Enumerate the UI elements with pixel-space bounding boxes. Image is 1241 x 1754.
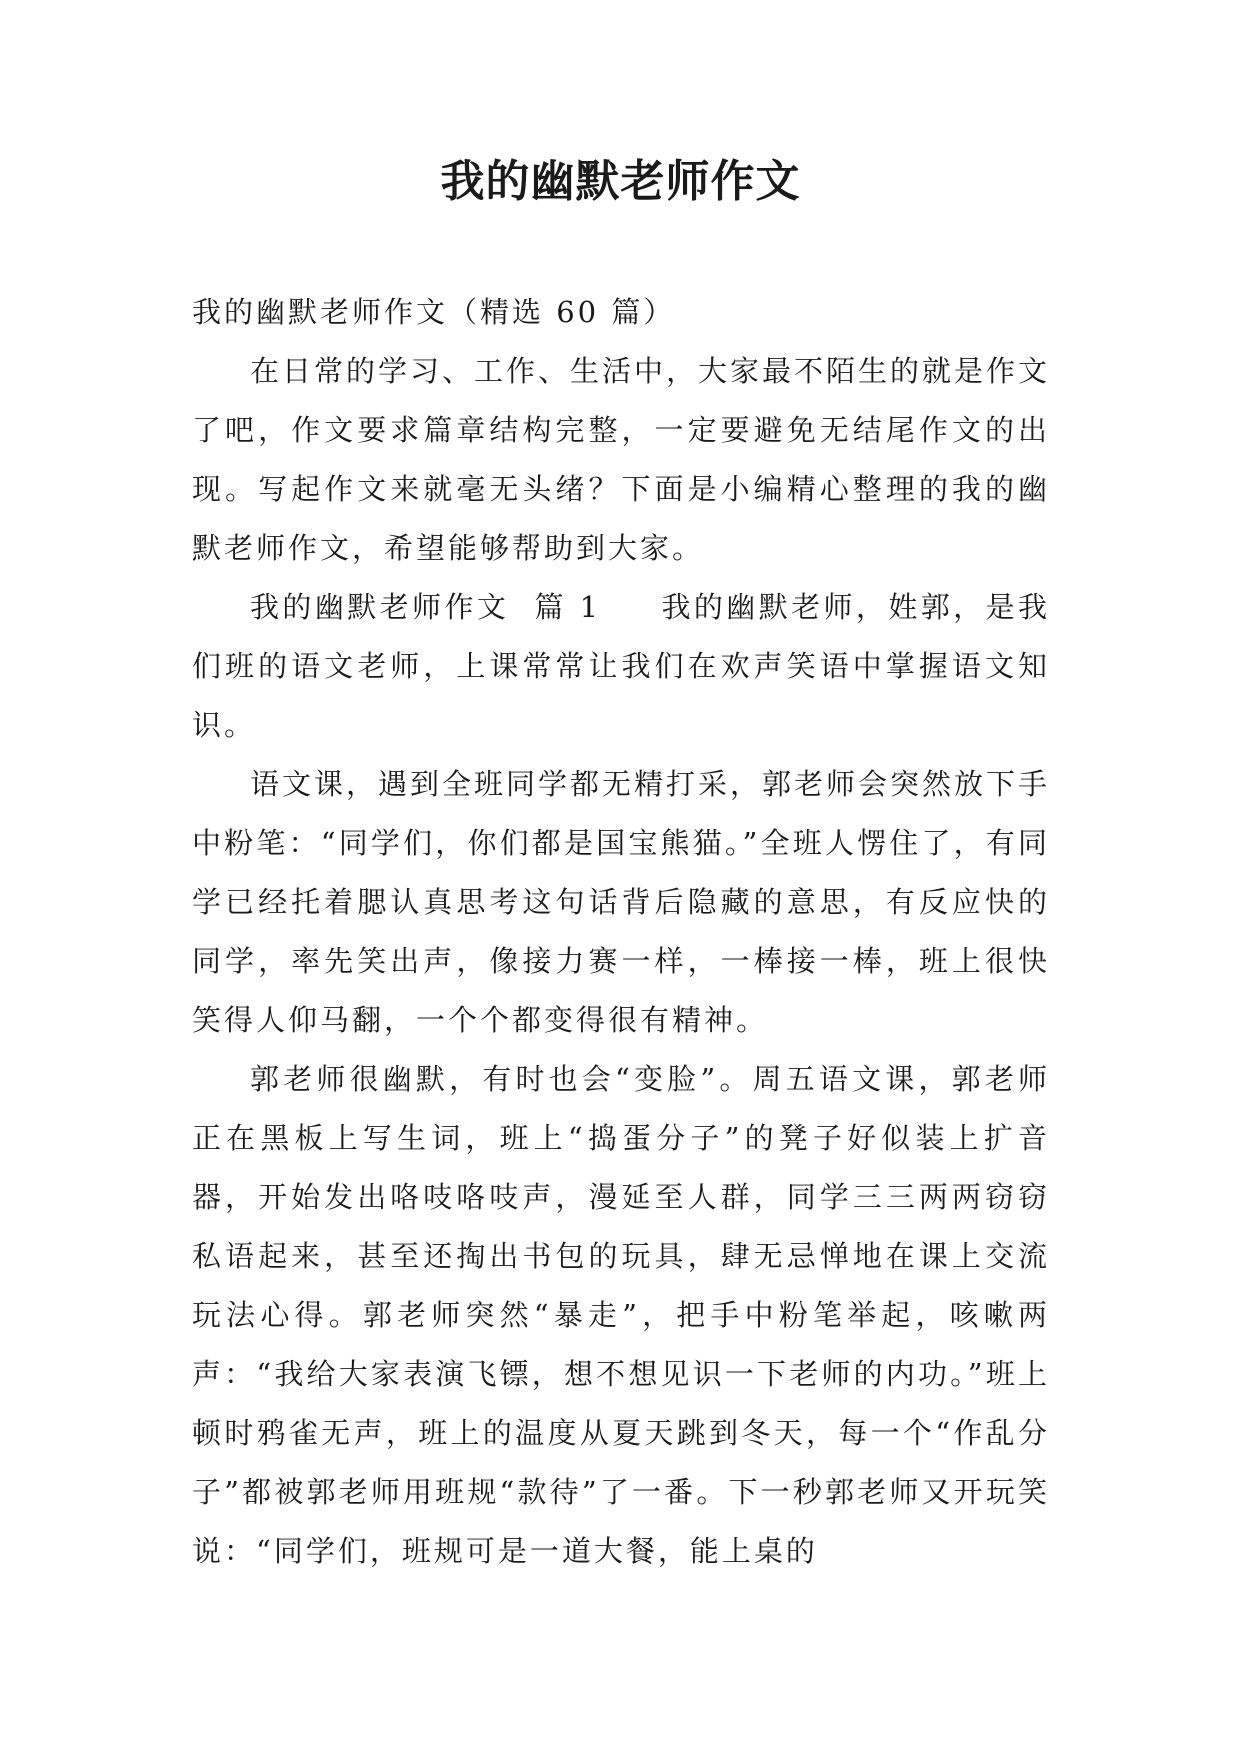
document-title: 我的幽默老师作文 (440, 156, 801, 207)
body-paragraph-1: 语文课，遇到全班同学都无精打采，郭老师会突然放下手中粉笔：“同学们，你们都是国宝熊猫。”全班人愣住了，有同学已经托着腮认真思考这句话背后隐藏的意思，有反应快的同学，率先笑出声，像接力赛一样，一棒接一棒，班上很快笑得人仰马翻，一个个都变得很有精神。 (192, 767, 1051, 1037)
section-opening: 我的幽默老师，姓郭，是我们班的语文老师，上课常常让我们在欢声笑语中掌握语文知识。 (192, 590, 1050, 742)
section-paragraph (192, 578, 1050, 755)
document-body (192, 283, 1050, 1581)
section-heading: 我的幽默老师作文 篇 1 (250, 590, 602, 624)
intro-paragraph: 在日常的学习、工作、生活中，大家最不陌生的就是作文了吧，作文要求篇章结构完整，一定要避免无结尾作文的出现。写起作文来就毫无头绪？下面是小编精心整理的我的幽默老师作文，希望能够帮助到大家。 (192, 354, 1051, 565)
document-subtitle: 我的幽默老师作文（精选 60 篇） (192, 295, 676, 329)
body-paragraph-2: 郭老师很幽默，有时也会“变脸”。周五语文课，郭老师正在黑板上写生词，班上“捣蛋分子”的凳子好似装上扩音器，开始发出咯吱咯吱声，漫延至人群，同学三三两两窃窃私语起来，甚至还掏出书包的玩具，肆无忌惮地在课上交流玩法心得。郭老师突然“暴走”，把手中粉笔举起，咳嗽两声：“我给大家表演飞镖，想不想见识一下老师的内功。”班上顿时鸦雀无声，班上的温度从夏天跳到冬天，每一个“作乱分子”都被郭老师用班规“款待”了一番。下一秒郭老师又开玩笑说：“同学们，班规可是一道大餐，能上桌的 (192, 1062, 1050, 1568)
